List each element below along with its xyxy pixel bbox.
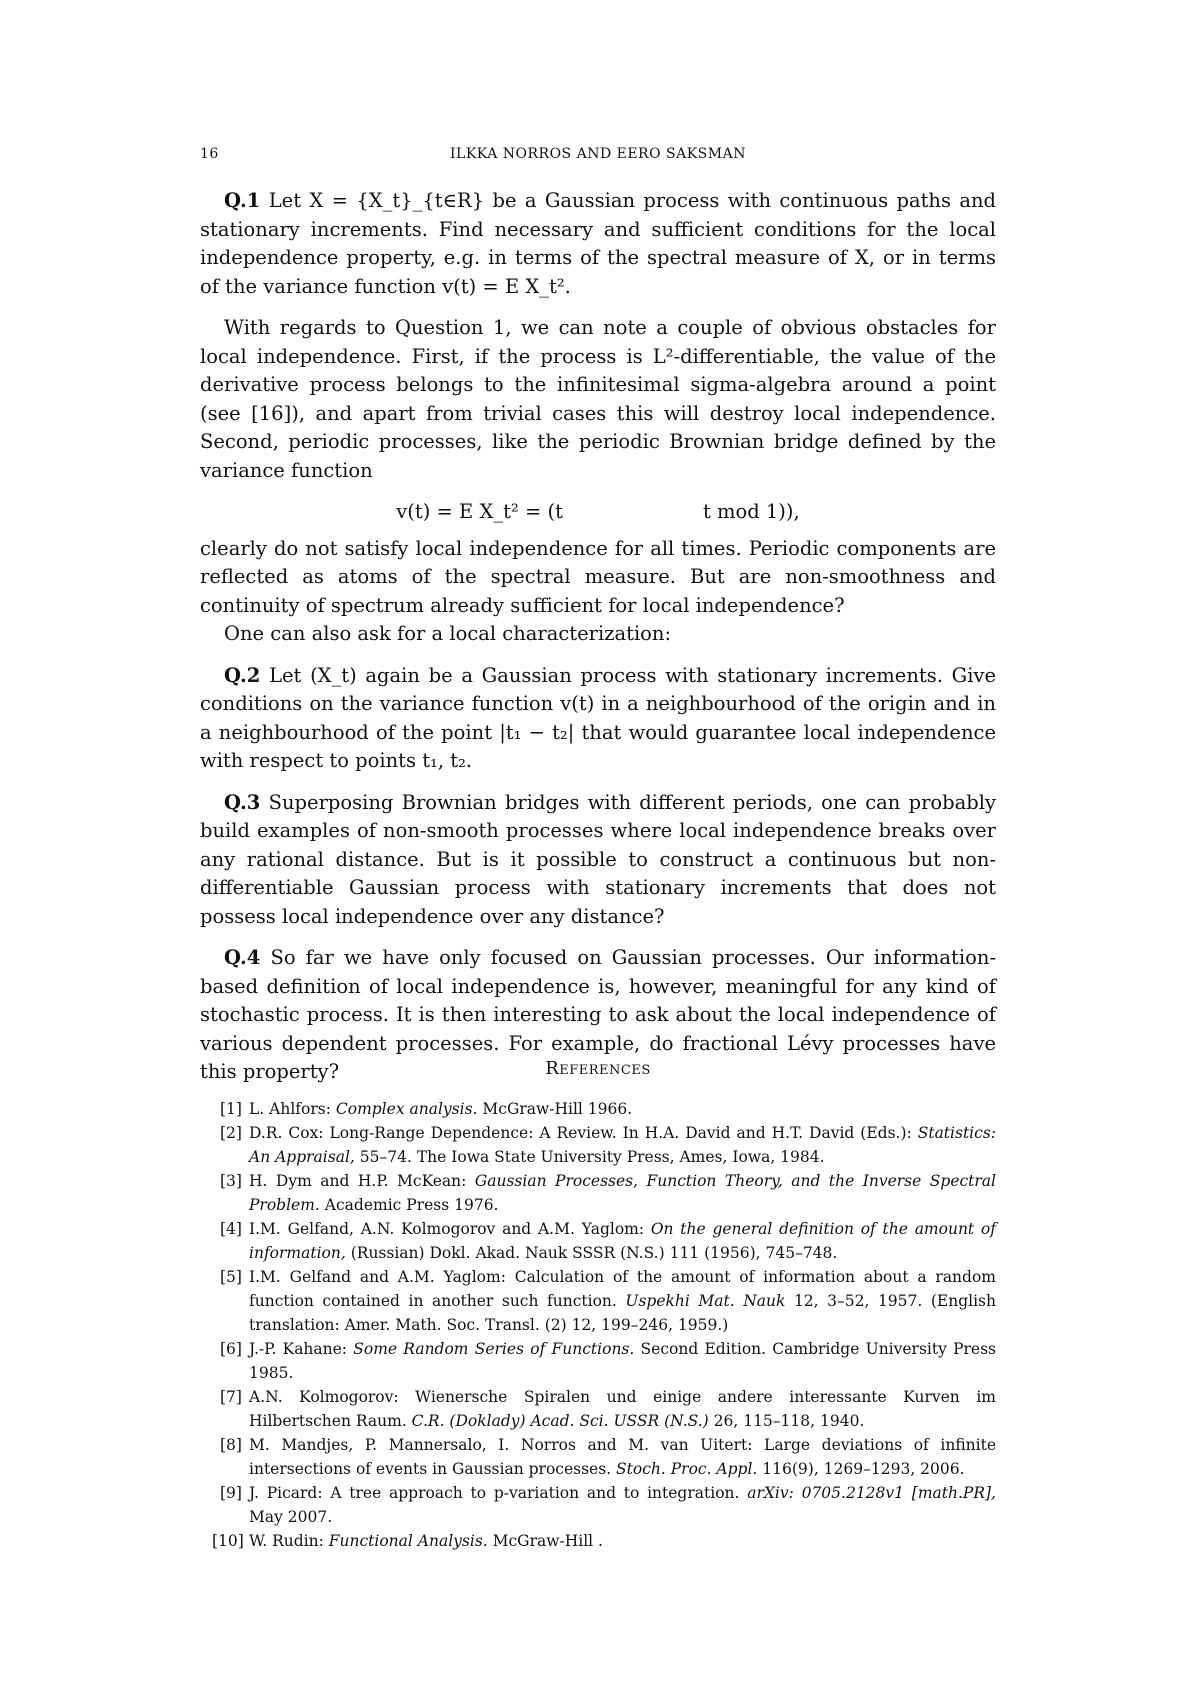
reference-publisher: May 2007. [249, 1508, 333, 1526]
reference-number: [8] [220, 1436, 242, 1454]
reference-publisher: 55–74. The Iowa State University Press, Ames, Iowa, 1984. [354, 1148, 825, 1166]
reference-title: C.R. (Doklady) Acad. Sci. USSR (N.S.) [411, 1412, 709, 1430]
reference-number: [10] [212, 1532, 244, 1550]
reference-number: [1] [220, 1100, 242, 1118]
question-4-label: Q.4 [224, 946, 261, 969]
question-3-label: Q.3 [224, 790, 261, 814]
reference-number: [5] [220, 1268, 242, 1286]
reference-authors: L. Ahlfors: [249, 1100, 336, 1118]
variance-equation-right: t mod 1)), [702, 500, 800, 523]
reference-title: Stoch. Proc. Appl. [616, 1460, 758, 1478]
reference-item [200, 1097, 996, 1121]
question-2 [200, 662, 996, 776]
reference-publisher: Second Edition. Cambridge University Press 1985. [249, 1340, 997, 1382]
reference-number: [3] [220, 1172, 242, 1190]
variance-equation [200, 498, 996, 527]
reference-item [200, 1121, 996, 1169]
reference-publisher: 26, 115–118, 1940. [708, 1412, 865, 1430]
reference-item [200, 1433, 996, 1481]
discussion-paragraph-3: One can also ask for a local characterization: [224, 622, 672, 645]
running-title: ILKKA NORROS AND EERO SAKSMAN [450, 146, 746, 162]
reference-item [200, 1481, 996, 1529]
reference-publisher: Academic Press 1976. [319, 1196, 499, 1214]
reference-authors: J.-P. Kahane: [249, 1340, 354, 1358]
reference-title: On the general definition of the amount of information, [249, 1220, 996, 1262]
reference-publisher: 116(9), 1269–1293, 2006. [757, 1460, 965, 1478]
reference-title: Statistics: An Appraisal, [249, 1124, 996, 1166]
reference-authors: I.M. Gelfand, A.N. Kolmogorov and A.M. Yaglom: [249, 1220, 651, 1238]
question-3-text: Superposing Brownian bridges with different periods, one can probably build examples of non-smooth processes where local independence breaks over any rational distance. But is it possible to construct a continuous but non-differentiable Gaussian process with stationary increments that does not possess local independence over any distance? [200, 790, 996, 928]
reference-publisher: McGraw-Hill . [487, 1532, 603, 1550]
reference-item [200, 1217, 996, 1265]
question-2-label: Q.2 [224, 663, 261, 687]
question-1-label: Q.1 [224, 189, 261, 212]
discussion-paragraph-2: clearly do not satisfy local independence for all times. Periodic components are reflected as atoms of the spectral measure. But are non-smoothness and continuity of spectrum already sufficient for local independence? [200, 536, 996, 617]
reference-item [200, 1169, 996, 1217]
references-heading: References [545, 1058, 651, 1079]
reference-publisher: (Russian) Dokl. Akad. Nauk SSSR (N.S.) 111 (1956), 745–748. [345, 1244, 838, 1262]
body-text [200, 187, 996, 1100]
reference-authors: W. Rudin: [249, 1532, 329, 1550]
reference-title: Functional Analysis. [328, 1532, 488, 1550]
reference-authors: H. Dym and H.P. McKean: [249, 1172, 475, 1190]
reference-publisher: 12, 3–52, 1957. (English translation: Amer. Math. Soc. Transl. (2) 12, 199–246, 1959.) [249, 1292, 996, 1334]
reference-number: [4] [220, 1220, 242, 1238]
reference-publisher: McGraw-Hill 1966. [477, 1100, 633, 1118]
page-number: 16 [200, 146, 219, 162]
reference-authors: J. Picard: A tree approach to p-variation and to integration. [249, 1484, 748, 1502]
reference-title: arXiv: 0705.2128v1 [math.PR], [747, 1484, 996, 1502]
question-1-text: Let X = {X_t}_{t∈R} be a Gaussian process with continuous paths and stationary increments. Find necessary and sufficient conditions for the local independence property, e.g. in terms of the spectral measure of X, or in terms of the variance function v(t) = E X_t². [200, 189, 997, 298]
reference-number: [9] [220, 1484, 242, 1502]
reference-authors: M. Mandjes, P. Mannersalo, I. Norros and M. van Uitert: Large deviations of infinite intersections of events in Gaussian processes. [249, 1436, 996, 1478]
reference-title: Complex analysis. [335, 1100, 478, 1118]
discussion-paragraph-1: With regards to Question 1, we can note a couple of obvious obstacles for local independence. First, if the process is L²-differentiable, the value of the derivative process belongs to the infinitesimal sigma-algebra around a point (see [16]), and apart from trivial cases this will destroy local independence. Second, periodic processes, like the periodic Brownian bridge defined by the variance function [200, 316, 996, 482]
question-3 [200, 789, 996, 932]
reference-item [200, 1385, 996, 1433]
running-header [200, 146, 996, 162]
reference-number: [6] [220, 1340, 242, 1358]
question-1 [200, 187, 996, 301]
reference-list [200, 1097, 996, 1553]
reference-title: Uspekhi Mat. Nauk [625, 1292, 786, 1310]
reference-item [200, 1265, 996, 1337]
reference-authors: A.N. Kolmogorov: Wienersche Spiralen und einige andere interessante Kurven im Hilbertschen Raum. [249, 1388, 996, 1430]
reference-item [200, 1337, 996, 1385]
variance-equation-left: v(t) = E X_t² = (t [396, 500, 563, 523]
question-2-text: Let (X_t) again be a Gaussian process with stationary increments. Give conditions on the variance function v(t) in a neighbourhood of the origin and in a neighbourhood of the point |t₁ − t₂| that would guarantee local independence with respect to points t₁, t₂. [200, 663, 996, 772]
reference-authors: I.M. Gelfand and A.M. Yaglom: Calculation of the amount of information about a random function contained in another such function. [249, 1268, 996, 1310]
reference-number: [2] [220, 1124, 242, 1142]
reference-authors: D.R. Cox: Long-Range Dependence: A Review. In H.A. David and H.T. David (Eds.): [249, 1124, 918, 1142]
reference-number: [7] [220, 1388, 242, 1406]
reference-title: Gaussian Processes, Function Theory, and the Inverse Spectral Problem. [249, 1172, 997, 1214]
reference-item [200, 1529, 996, 1553]
reference-title: Some Random Series of Functions. [353, 1340, 635, 1358]
question-4-text: So far we have only focused on Gaussian processes. Our information-based definition of local independence is, however, meaningful for any kind of stochastic process. It is then interesting to ask about the local independence of various dependent processes. For example, do fractional Lévy processes have this property? [200, 946, 996, 1083]
